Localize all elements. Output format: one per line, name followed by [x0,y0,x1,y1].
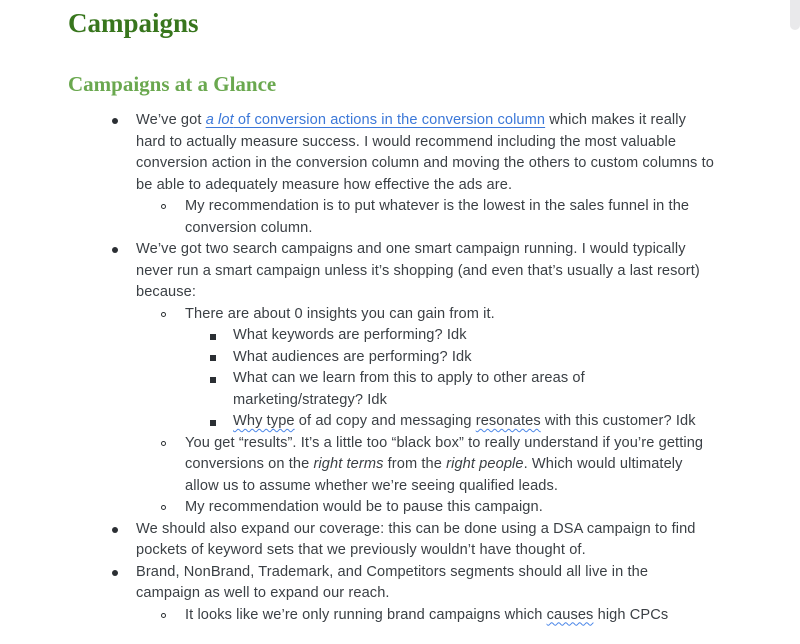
bullet-item [68,433,714,498]
bullet-text [185,306,495,322]
text-run: . Which would ultimately allow us to assume whether we’re seeing qualified leads. [185,456,683,494]
bullet-marker [161,204,166,209]
bullet-item [68,411,714,433]
bullet-item [68,562,714,605]
text-run: What keywords are performing? Idk [233,327,467,343]
bullet-text [233,370,585,408]
bullet-item [68,239,714,304]
page-title: Campaigns [68,8,199,38]
text-run: Why type [233,413,295,429]
scrollbar-thumb[interactable] [790,0,800,30]
text-run: There are about 0 insights you can gain from it. [185,305,495,322]
bullet-item [68,605,714,627]
text-run: We’ve got two search campaigns and one smart campaign running. I would typically never run a smart campaign unless it’s shopping (and even that’s usually a last resort) because: [136,241,700,300]
text-run: We’ve got [136,112,206,128]
bullet-text [185,435,703,494]
bullet-marker [112,118,118,124]
bullet-marker [210,420,216,426]
text-run: with this customer? Idk [540,413,696,429]
section-heading: Campaigns at a Glance [68,72,277,96]
text-run: high CPCs [593,606,669,623]
bullet-item [68,519,714,562]
bullet-text [185,499,543,515]
text-run: You get “results”. It’s a little too “black box” to really understand if you’re getting conversions on the [185,434,704,472]
bullet-marker [112,527,118,533]
bullet-text [185,198,689,236]
conversion-column-link[interactable]: of conversion actions in the conversion column [233,112,546,128]
bullet-marker [112,247,118,253]
bullet-marker [210,377,216,383]
text-run: My recommendation is to put whatever is the lowest in the sales funnel in the conversion column. [185,198,690,236]
bullet-marker [161,613,166,618]
text-run: We should also expand our coverage: this can be done using a DSA campaign to find pockets of keyword sets that we previously wouldn’t have thought of. [136,520,696,558]
bullet-text [136,521,696,559]
bullet-list [68,110,714,626]
bullet-marker [161,505,166,510]
bullet-marker [161,441,166,446]
bullet-text [233,327,467,343]
bullet-marker [210,334,216,340]
text-run: It looks like we’re only running brand campaigns which [185,606,547,623]
bullet-text [185,607,668,623]
text-run: which makes it really hard to actually measure success. I would recommend including the most valuable conversion action in the conversion column and moving the others to custom columns to be able to adequately measure how effective the ads are. [136,112,714,193]
bullet-item [68,110,714,196]
text-run: right people [446,456,524,472]
text-run: Brand, NonBrand, Trademark, and Competitors segments should all live in the campaign as well to expand our reach. [136,563,649,601]
bullet-marker [112,570,118,576]
text-run: What can we learn from this to apply to other areas of marketing/strategy? Idk [233,370,585,408]
text-run: resonates [475,413,541,429]
bullet-item [68,325,714,347]
bullet-item [68,368,714,411]
text-run: of ad copy and messaging [294,413,476,429]
text-run: causes [546,606,594,623]
text-run: My recommendation would be to pause this campaign. [185,499,543,515]
bullet-item [68,304,714,326]
text-run: from the [383,456,447,472]
bullet-marker [161,312,166,317]
bullet-text [136,241,700,300]
bullet-marker [210,355,216,361]
text-run: What audiences are performing? Idk [233,348,472,365]
bullet-text [233,349,472,365]
bullet-text [136,112,714,193]
bullet-text [136,564,648,602]
conversion-column-link[interactable]: a lot [205,112,234,128]
bullet-item [68,497,714,519]
bullet-text [233,413,696,429]
text-run: right terms [313,456,384,472]
bullet-item [68,196,714,239]
bullet-item [68,347,714,369]
